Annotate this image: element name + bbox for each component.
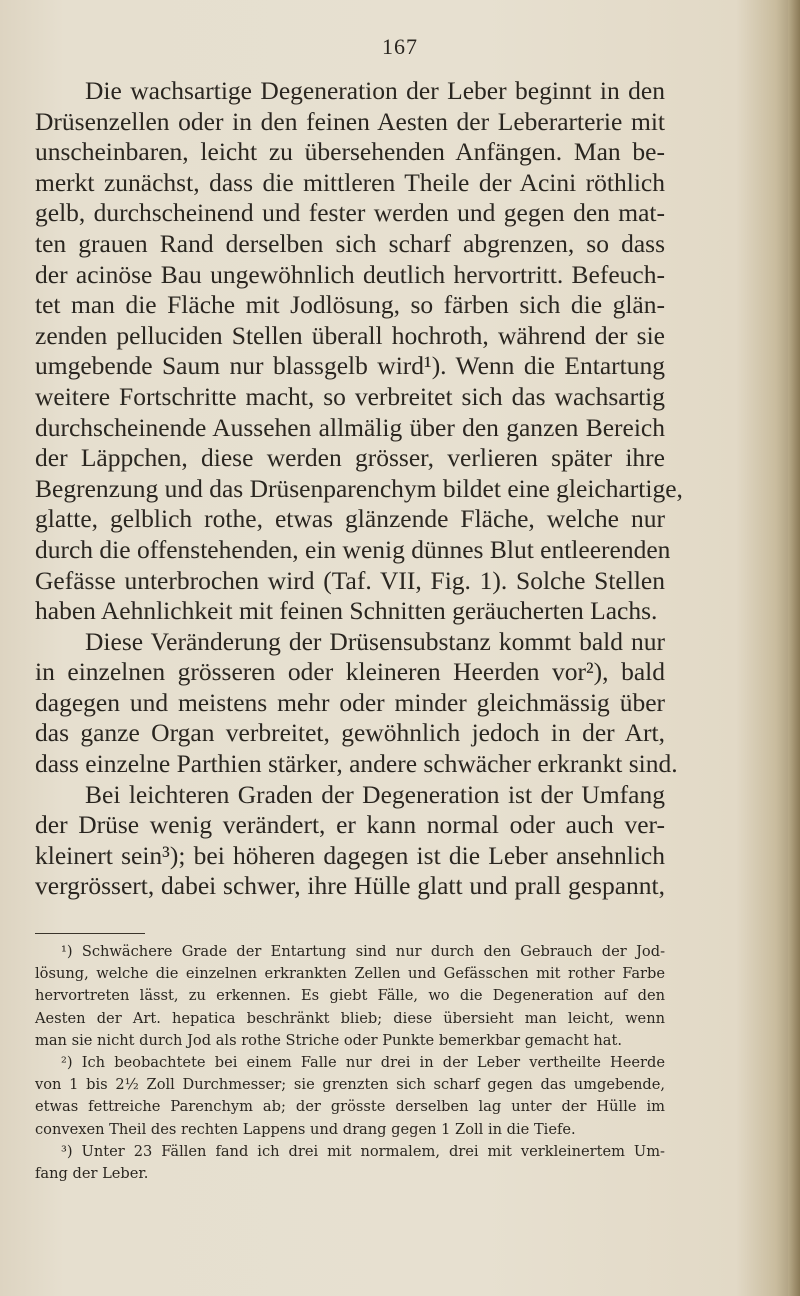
text-line: unscheinbaren, leicht zu übersehenden Anfängen. Man be- <box>35 137 665 167</box>
page-edge <box>788 0 800 1296</box>
footnote-separator <box>35 933 145 934</box>
text-line: kleinert sein³); bei höheren dagegen ist die Leber ansehnlich <box>35 840 665 870</box>
footnotes <box>35 941 665 1185</box>
text-line: weitere Fortschritte macht, so verbreitet sich das wachsartig <box>35 381 665 411</box>
text-line: glatte, gelblich rothe, etwas glänzende Fläche, welche nur <box>35 504 665 534</box>
main-text <box>35 76 683 902</box>
footnote-line: etwas fettreiche Parenchym ab; der grösste derselben lag unter der Hülle im <box>35 1098 665 1116</box>
text-line: zenden pelluciden Stellen überall hochroth, während der sie <box>35 320 665 350</box>
footnote-line: ³) Unter 23 Fällen fand ich drei mit normalem, drei mit verkleinertem Um- <box>61 1142 665 1160</box>
footnote-line: man sie nicht durch Jod als rothe Striche oder Punkte bemerkbar gemacht hat. <box>35 1031 622 1049</box>
text-line: Bei leichteren Graden der Degeneration ist der Umfang <box>85 779 665 809</box>
text-line: Die wachsartige Degeneration der Leber beginnt in den <box>85 76 665 105</box>
text-line: das ganze Organ verbreitet, gewöhnlich jedoch in der Art, <box>35 718 665 748</box>
text-line: Drüsenzellen oder in den feinen Aesten der Leberarterie mit <box>35 106 665 136</box>
text-line: der Läppchen, diese werden grösser, verlieren später ihre <box>35 443 665 473</box>
text-line: tet man die Fläche mit Jodlösung, so färben sich die glän- <box>35 290 665 320</box>
text-line: haben Aehnlichkeit mit feinen Schnitten geräucherten Lachs. <box>35 596 658 626</box>
text-line: vergrössert, dabei schwer, ihre Hülle glatt und prall gespannt, <box>35 871 665 901</box>
footnote-line: hervortreten lässt, zu erkennen. Es giebt Fälle, wo die Degeneration auf den <box>35 987 665 1005</box>
text-line: der Drüse wenig verändert, er kann normal oder auch ver- <box>35 810 665 840</box>
text-line: umgebende Saum nur blassgelb wird¹). Wenn die Entartung <box>35 351 665 381</box>
text-line: dass einzelne Parthien stärker, andere schwächer erkrankt sind. <box>35 749 678 779</box>
footnote-line: von 1 bis 2½ Zoll Durchmesser; sie grenzten sich scharf gegen das umgebende, <box>35 1076 665 1094</box>
text-line: Diese Veränderung der Drüsensubstanz kommt bald nur <box>85 626 665 656</box>
footnote-line: convexen Theil des rechten Lappens und drang gegen 1 Zoll in die Tiefe. <box>35 1120 576 1138</box>
page-number: 167 <box>382 34 418 59</box>
footnote-line: ²) Ich beobachtete bei einem Falle nur drei in der Leber vertheilte Heerde <box>61 1054 665 1072</box>
text-line: durchscheinende Aussehen allmälig über den ganzen Bereich <box>35 412 665 442</box>
text-line: gelb, durchscheinend und fester werden und gegen den mat- <box>35 198 665 228</box>
footnote-line: lösung, welche die einzelnen erkrankten Zellen und Gefässchen mit rother Farbe <box>35 965 665 983</box>
text-line: durch die offenstehenden, ein wenig dünnes Blut entleerenden <box>35 534 671 564</box>
footnote-line: fang der Leber. <box>35 1165 149 1183</box>
text-line: der acinöse Bau ungewöhnlich deutlich hervortritt. Befeuch- <box>35 259 665 289</box>
text-line: dagegen und meistens mehr oder minder gleichmässig über <box>35 687 665 717</box>
text-line: Begrenzung und das Drüsenparenchym bildet eine gleichartige, <box>35 473 683 503</box>
text-line: merkt zunächst, dass die mittleren Theile der Acini röthlich <box>35 167 665 197</box>
text-line: Gefässe unterbrochen wird (Taf. VII, Fig. 1). Solche Stellen <box>35 565 665 595</box>
text-line: ten grauen Rand derselben sich scharf abgrenzen, so dass <box>35 228 665 258</box>
footnote-line: ¹) Schwächere Grade der Entartung sind nur durch den Gebrauch der Jod- <box>61 943 665 960</box>
text-line: in einzelnen grösseren oder kleineren Heerden vor²), bald <box>35 657 665 687</box>
footnote-line: Aesten der Art. hepatica beschränkt blieb; diese übersieht man leicht, wenn <box>35 1009 665 1027</box>
